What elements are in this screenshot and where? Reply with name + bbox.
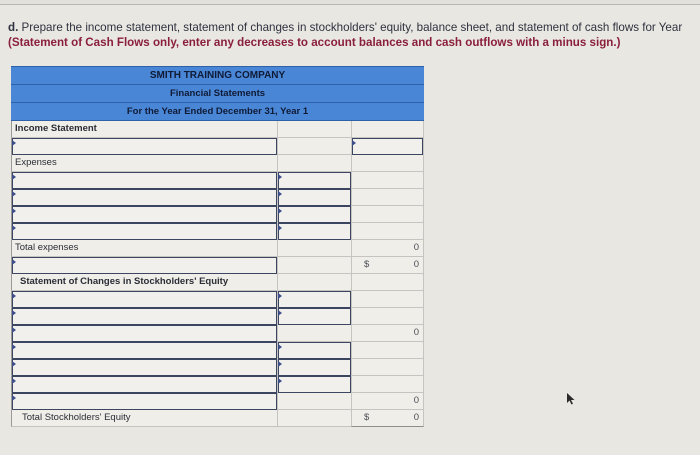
empty-cell — [351, 155, 424, 172]
equity-account-select[interactable] — [12, 291, 277, 308]
expense-account-select[interactable] — [12, 189, 277, 206]
empty-cell — [351, 172, 424, 189]
equity-account-select[interactable] — [12, 393, 277, 410]
expense-row — [11, 206, 424, 223]
expense-amount-input[interactable] — [278, 206, 351, 223]
equity-label-cell — [11, 291, 277, 308]
equity-label-cell — [11, 308, 277, 325]
total-equity-cell — [351, 410, 424, 427]
net-income-label-select[interactable] — [12, 257, 277, 274]
expense-amount-input[interactable] — [278, 172, 351, 189]
net-income-label-cell — [11, 257, 277, 274]
empty-cell — [351, 189, 424, 206]
equity-account-select[interactable] — [12, 342, 277, 359]
empty-cell — [277, 138, 351, 155]
equity-amount-cell — [277, 308, 351, 325]
equity-amount-input[interactable] — [278, 308, 351, 325]
currency-symbol: $ — [364, 412, 370, 423]
net-income-value: 0 — [413, 259, 419, 270]
equity-label-cell — [11, 342, 277, 359]
equity-total-cell — [351, 359, 424, 376]
top-divider — [0, 0, 700, 5]
expense-row — [11, 172, 424, 189]
expense-amount-cell — [277, 172, 351, 189]
empty-cell — [277, 274, 351, 291]
revenue-row — [11, 138, 424, 155]
equity-label-cell — [11, 359, 277, 376]
equity-subtotal-value: 0 — [351, 393, 424, 410]
revenue-amount-input[interactable] — [352, 138, 423, 155]
empty-cell — [351, 223, 424, 240]
equity-heading: Statement of Changes in Stockholders' Equity — [11, 274, 277, 291]
equity-row — [11, 359, 424, 376]
instruction-note: (Statement of Cash Flows only, enter any decreases to account balances and cash outflows with a minus sign.) — [8, 36, 621, 49]
equity-subtotal-value: 0 — [351, 325, 424, 342]
total-expenses-value: 0 — [351, 240, 424, 257]
expense-row — [11, 223, 424, 240]
revenue-label-cell — [11, 138, 277, 155]
equity-row — [11, 291, 424, 308]
income-statement-heading: Income Statement — [11, 121, 277, 138]
equity-amount-cell — [277, 376, 351, 393]
equity-account-select[interactable] — [12, 308, 277, 325]
equity-amount-input[interactable] — [278, 376, 351, 393]
equity-amount-cell — [277, 359, 351, 376]
equity-amount-cell — [277, 342, 351, 359]
total-equity-label: Total Stockholders' Equity — [11, 410, 277, 427]
empty-cell — [277, 393, 351, 410]
instructions — [8, 20, 700, 50]
total-equity-value: 0 — [413, 412, 419, 423]
statement-title: Financial Statements — [11, 85, 424, 103]
equity-amount-cell — [277, 291, 351, 308]
empty-cell — [351, 274, 424, 291]
empty-cell — [277, 240, 351, 257]
expense-label-cell — [11, 206, 277, 223]
equity-account-select[interactable] — [12, 359, 277, 376]
expenses-heading-row — [11, 155, 424, 172]
equity-heading-row — [11, 274, 424, 291]
expenses-heading: Expenses — [11, 155, 277, 172]
equity-row — [11, 342, 424, 359]
empty-cell — [277, 121, 351, 138]
total-expenses-row — [11, 240, 424, 257]
empty-cell — [351, 206, 424, 223]
equity-account-select[interactable] — [12, 325, 277, 342]
equity-label-cell — [11, 393, 277, 410]
income-statement-heading-row — [11, 121, 424, 138]
empty-cell — [351, 121, 424, 138]
equity-amount-input[interactable] — [278, 291, 351, 308]
equity-amount-input[interactable] — [278, 342, 351, 359]
equity-amount-input[interactable] — [278, 359, 351, 376]
equity-account-select[interactable] — [12, 376, 277, 393]
net-income-row — [11, 257, 424, 274]
net-income-cell — [351, 257, 424, 274]
statement-period: For the Year Ended December 31, Year 1 — [11, 103, 424, 121]
instruction-line — [8, 20, 700, 35]
expense-amount-cell — [277, 223, 351, 240]
equity-total-cell — [351, 376, 424, 393]
equity-total-cell — [351, 308, 424, 325]
instruction-text: Prepare the income statement, statement of changes in stockholders' equity, balance sheet, and statement of cash flows for Year — [21, 21, 683, 34]
expense-label-cell — [11, 223, 277, 240]
expense-row — [11, 189, 424, 206]
total-equity-row — [11, 410, 424, 427]
empty-cell — [277, 257, 351, 274]
expense-account-select[interactable] — [12, 223, 277, 240]
empty-cell — [277, 155, 351, 172]
company-name: SMITH TRAINING COMPANY — [11, 66, 424, 85]
equity-row — [11, 376, 424, 393]
currency-symbol: $ — [364, 259, 370, 270]
empty-cell — [277, 325, 351, 342]
expense-amount-cell — [277, 189, 351, 206]
equity-label-cell — [11, 376, 277, 393]
expense-label-cell — [11, 189, 277, 206]
total-expenses-label: Total expenses — [11, 240, 277, 257]
expense-amount-input[interactable] — [278, 189, 351, 206]
equity-row — [11, 325, 424, 342]
revenue-account-select[interactable] — [12, 138, 277, 155]
expense-account-select[interactable] — [12, 172, 277, 189]
expense-amount-input[interactable] — [278, 223, 351, 240]
financial-statements-worksheet — [11, 66, 424, 427]
equity-row — [11, 393, 424, 410]
equity-total-cell — [351, 291, 424, 308]
empty-cell — [277, 410, 351, 427]
part-label: d. — [8, 21, 19, 34]
equity-label-cell — [11, 325, 277, 342]
revenue-amount-cell — [351, 138, 424, 155]
expense-label-cell — [11, 172, 277, 189]
equity-total-cell — [351, 342, 424, 359]
equity-row — [11, 308, 424, 325]
expense-amount-cell — [277, 206, 351, 223]
expense-account-select[interactable] — [12, 206, 277, 223]
